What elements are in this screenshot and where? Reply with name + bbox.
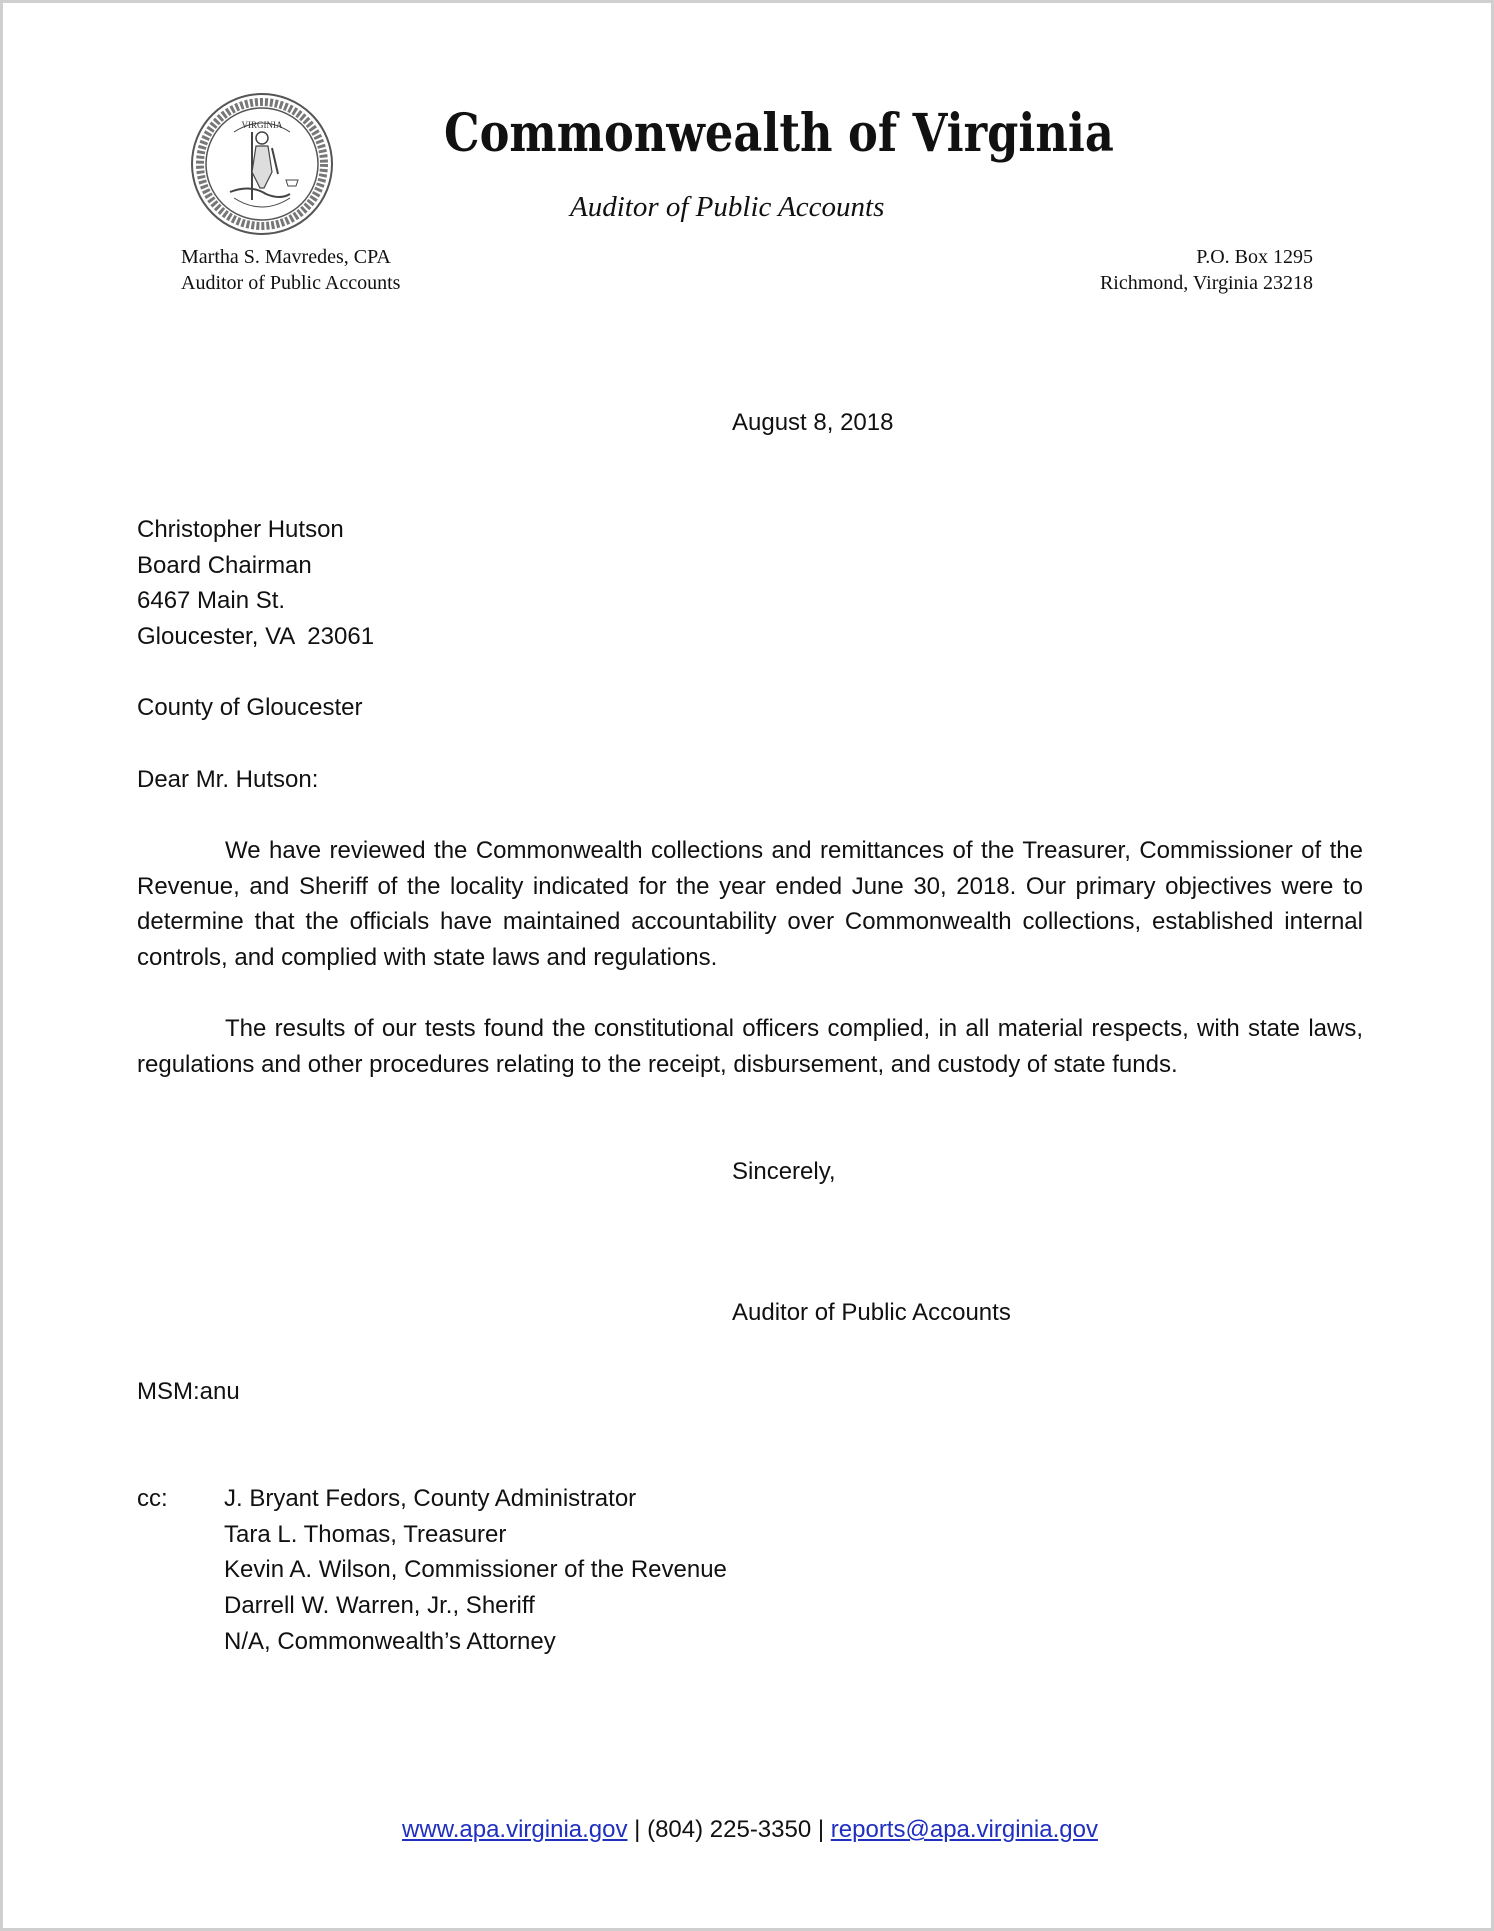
paragraph-2 (137, 1011, 1363, 1082)
closing: Sincerely, (732, 1158, 836, 1185)
cc-recipient: N/A, Commonwealth’s Attorney (224, 1627, 556, 1655)
virginia-seal-icon (190, 92, 334, 236)
signer: Auditor of Public Accounts (732, 1299, 1011, 1326)
phone-number: (804) 225-3350 (647, 1816, 812, 1843)
recipient-block (137, 512, 374, 655)
letterhead-subtitle: Auditor of Public Accounts (570, 191, 885, 223)
footer-separator: | (634, 1816, 641, 1843)
locality: County of Gloucester (137, 694, 363, 721)
paragraph-1-text: We have reviewed the Commonwealth collections and remittances of the Treasurer, Commissioner of the Revenue, and Sheriff of the locality indicated for the year ended June 30, 2018. Our primary objectives were to determine that the officials have maintained accountability over Commonwealth collections, established internal controls, and complied with state laws and regulations. (137, 837, 1363, 972)
footer-separator: | (817, 1816, 825, 1843)
recipient-name: Christopher Hutson (137, 516, 344, 543)
cc-recipient: Tara L. Thomas, Treasurer (224, 1520, 507, 1548)
cc-recipient: J. Bryant Fedors, County Administrator (224, 1485, 637, 1512)
svg-text:VIRGINIA: VIRGINIA (241, 120, 283, 130)
reference-initials: MSM:anu (137, 1378, 240, 1405)
greeting: Dear Mr. Hutson: (137, 766, 319, 793)
email-link[interactable]: reports@apa.virginia.gov (830, 1816, 1098, 1843)
letter-date: August 8, 2018 (732, 409, 894, 436)
auditor-title: Auditor of Public Accounts (181, 272, 401, 294)
auditor-name: Martha S. Mavredes, CPA (181, 246, 391, 268)
address-line-1: P.O. Box 1295 (1196, 246, 1313, 268)
paragraph-2-text: The results of our tests found the constitutional officers complied, in all material respects, with state laws, regulations and other procedures relating to the receipt, disbursement, and custody of state funds. (137, 1015, 1363, 1078)
footer (3, 1812, 1494, 1848)
cc-list (224, 1481, 727, 1660)
cc-recipient: Darrell W. Warren, Jr., Sheriff (224, 1592, 535, 1620)
website-link[interactable]: www.apa.virginia.gov (402, 1816, 628, 1843)
address-line-2: Richmond, Virginia 23218 (1099, 272, 1313, 294)
cc-recipient: Kevin A. Wilson, Commissioner of the Revenue (224, 1556, 727, 1584)
recipient-title: Board Chairman (137, 551, 312, 579)
recipient-street: 6467 Main St. (137, 587, 286, 615)
cc-label: cc: (137, 1485, 168, 1512)
paragraph-1 (137, 833, 1363, 976)
letterhead-title: Commonwealth of Virginia (444, 103, 1114, 164)
auditor-block (181, 244, 400, 296)
recipient-city: Gloucester, VA 23061 (137, 623, 375, 651)
office-address (1100, 244, 1313, 296)
